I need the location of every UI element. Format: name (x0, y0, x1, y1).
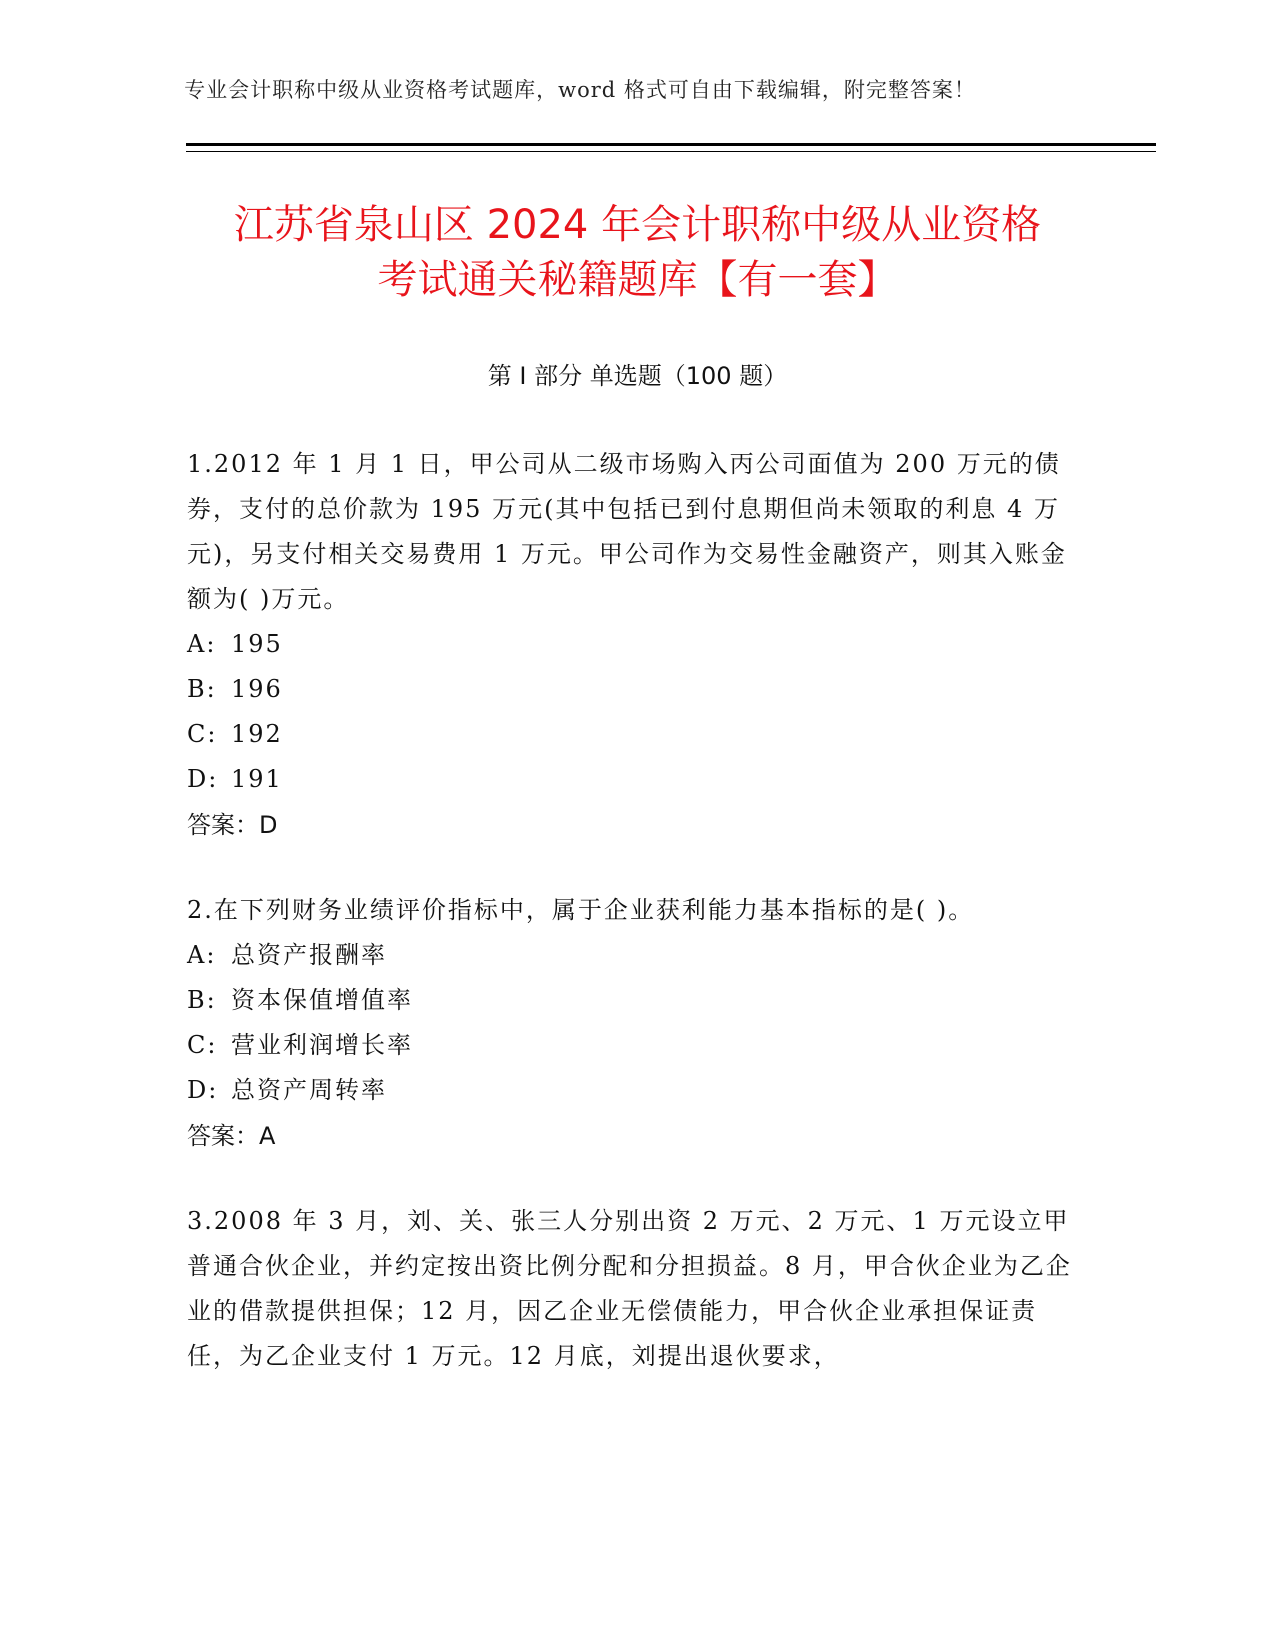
question-stem: 3.2008 年 3 月，刘、关、张三人分别出资 2 万元、2 万元、1 万元设立甲普通合伙企业，并约定按出资比例分配和分担损益。8 月，甲合伙企业为乙企业的借款提供担保；12 月，因乙企业无偿债能力，甲合伙企业承担保证责任，为乙企业支付 1 万元。12 月底，刘提出退伙要求， (187, 1207, 1072, 1370)
option-c (187, 1023, 1077, 1068)
section-title: 第 I 部分 单选题（100 题） (487, 362, 788, 390)
header-rule-thick (186, 143, 1156, 146)
option-key: B: (187, 986, 217, 1014)
document-title (120, 198, 1155, 308)
option-key: D: (187, 765, 219, 793)
question-2 (187, 888, 1077, 1159)
option-d (187, 1068, 1077, 1113)
answer-label: 答案：D (187, 811, 278, 839)
option-a (187, 622, 1077, 667)
option-b (187, 978, 1077, 1023)
title-line-2: 考试通关秘籍题库【有一套】 (377, 257, 898, 303)
question-3 (187, 1199, 1077, 1379)
option-b (187, 667, 1077, 712)
title-line-1: 江苏省泉山区 2024 年会计职称中级从业资格 (233, 202, 1042, 248)
option-text: 总资产周转率 (231, 1076, 387, 1104)
header-rule-thin (186, 151, 1156, 152)
question-1 (187, 442, 1077, 848)
option-key: A: (187, 630, 217, 658)
option-key: D: (187, 1076, 219, 1104)
option-text: 195 (231, 630, 283, 658)
option-key: B: (187, 675, 217, 703)
option-text: 营业利润增长率 (231, 1031, 413, 1059)
header-note: 专业会计职称中级从业资格考试题库，word 格式可自由下载编辑，附完整答案！ (184, 78, 976, 102)
answer-label: 答案：A (187, 1122, 276, 1150)
option-text: 总资产报酬率 (231, 941, 387, 969)
option-key: A: (187, 941, 217, 969)
option-c (187, 712, 1077, 757)
option-text: 192 (231, 720, 283, 748)
option-key: C: (187, 1031, 218, 1059)
option-a (187, 933, 1077, 978)
question-list (187, 442, 1077, 1419)
option-text: 资本保值增值率 (231, 986, 413, 1014)
option-text: 191 (231, 765, 283, 793)
question-stem: 1.2012 年 1 月 1 日，甲公司从二级市场购入丙公司面值为 200 万元的债券，支付的总价款为 195 万元(其中包括已到付息期但尚未领取的利息 4 万元)，另支付相关交易费用 1 万元。甲公司作为交易性金融资产，则其入账金额为( )万元。 (187, 450, 1067, 613)
option-text: 196 (231, 675, 283, 703)
option-d (187, 757, 1077, 802)
question-stem: 2.在下列财务业绩评价指标中，属于企业获利能力基本指标的是( )。 (187, 896, 975, 924)
option-key: C: (187, 720, 218, 748)
